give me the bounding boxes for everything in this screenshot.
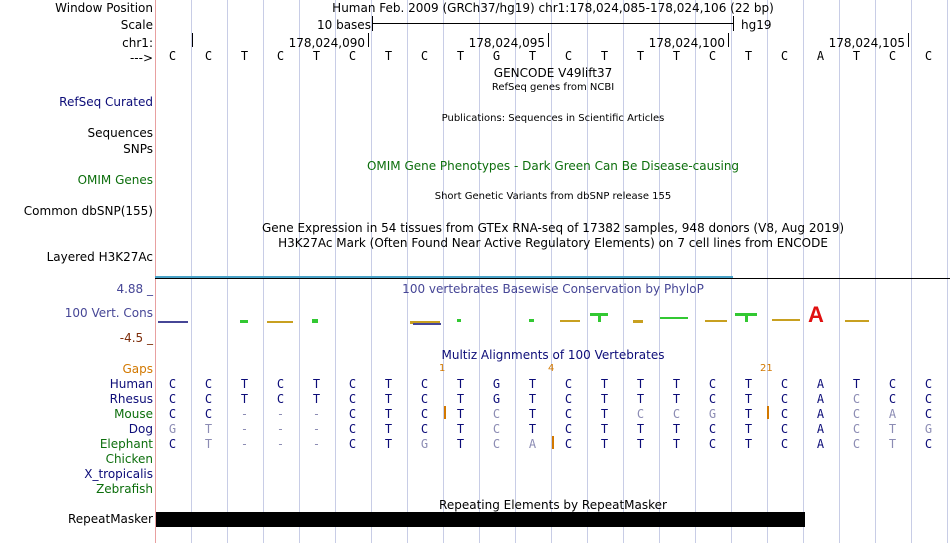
gap-count: 21 — [760, 363, 773, 374]
phylop-bar — [457, 319, 461, 322]
aligned-base: C — [168, 377, 177, 391]
aligned-base: T — [204, 422, 213, 436]
aligned-base: C — [420, 377, 429, 391]
aligned-base: - — [240, 422, 249, 436]
reference-base: T — [852, 49, 861, 63]
reference-base: T — [672, 49, 681, 63]
aligned-base: A — [816, 437, 825, 451]
phylop-bar — [267, 321, 293, 323]
repeatmasker-track-label[interactable]: RepeatMasker — [67, 512, 153, 526]
scale-label: Scale — [120, 18, 153, 32]
reference-base: T — [528, 49, 537, 63]
aligned-base: C — [276, 392, 285, 406]
phylop-track-title: 100 vertebrates Basewise Conservation by PhyloP — [402, 282, 704, 296]
aligned-base: T — [888, 422, 897, 436]
phylop-bar — [745, 313, 748, 322]
reference-base: T — [636, 49, 645, 63]
aligned-base: T — [240, 377, 249, 391]
aligned-base: C — [348, 422, 357, 436]
aligned-base: T — [456, 377, 465, 391]
aligned-base: T — [672, 392, 681, 406]
species-label[interactable]: Human — [109, 377, 153, 391]
aligned-base: T — [672, 377, 681, 391]
aligned-base: T — [600, 377, 609, 391]
ruler-coordinate: 178,024,100 — [648, 36, 725, 50]
phylop-bar — [598, 313, 601, 322]
aligned-base: A — [528, 437, 537, 451]
aligned-base: T — [528, 422, 537, 436]
aligned-base: C — [780, 407, 789, 421]
strand-label: ---> — [129, 51, 153, 65]
aligned-base: A — [816, 392, 825, 406]
insertion-mark — [444, 406, 446, 419]
aligned-base: T — [744, 422, 753, 436]
aligned-base: T — [600, 422, 609, 436]
aligned-base: - — [276, 437, 285, 451]
aligned-base: - — [240, 437, 249, 451]
aligned-base: C — [348, 407, 357, 421]
species-label[interactable]: Mouse — [114, 407, 153, 421]
aligned-base: A — [888, 407, 897, 421]
aligned-base: T — [600, 407, 609, 421]
aligned-base: G — [168, 422, 177, 436]
reference-base: C — [888, 49, 897, 63]
aligned-base: C — [852, 437, 861, 451]
aligned-base: C — [780, 377, 789, 391]
aligned-base: - — [276, 407, 285, 421]
repeatmasker-element[interactable] — [156, 512, 805, 527]
reference-base: T — [384, 49, 393, 63]
aligned-base: T — [528, 407, 537, 421]
aligned-base: G — [492, 392, 501, 406]
phylop-bar — [633, 320, 643, 323]
ruler-coordinate: 178,024,105 — [828, 36, 905, 50]
aligned-base: T — [744, 407, 753, 421]
phylop-max-label: 4.88 _ — [116, 282, 153, 296]
species-label[interactable]: Chicken — [105, 452, 153, 466]
aligned-base: T — [240, 392, 249, 406]
h3k27ac-track-label[interactable]: Layered H3K27Ac — [46, 250, 153, 264]
reference-base: C — [168, 49, 177, 63]
species-label[interactable]: Elephant — [99, 437, 153, 451]
aligned-base: T — [312, 392, 321, 406]
aligned-base: T — [600, 392, 609, 406]
species-label[interactable]: X_tropicalis — [84, 467, 153, 481]
aligned-base: C — [888, 392, 897, 406]
omim-track-title: OMIM Gene Phenotypes - Dark Green Can Be Disease-causing — [366, 159, 740, 173]
aligned-base: T — [852, 377, 861, 391]
aligned-base: T — [528, 392, 537, 406]
aligned-base: C — [924, 407, 933, 421]
aligned-base: C — [168, 407, 177, 421]
aligned-base: T — [636, 392, 645, 406]
aligned-base: T — [744, 377, 753, 391]
aligned-base: - — [312, 437, 321, 451]
aligned-base: T — [384, 437, 393, 451]
aligned-base: T — [456, 392, 465, 406]
gtex-track-title: Gene Expression in 54 tissues from GTEx RNA-seq of 17382 samples, 948 donors (V8, Aug 2019) — [261, 221, 845, 235]
aligned-base: T — [384, 377, 393, 391]
aligned-base: C — [708, 377, 717, 391]
reference-base: T — [600, 49, 609, 63]
species-label[interactable]: Rhesus — [109, 392, 153, 406]
reference-base: C — [348, 49, 357, 63]
aligned-base: C — [924, 392, 933, 406]
aligned-base: C — [420, 392, 429, 406]
window-position-text: Human Feb. 2009 (GRCh37/hg19) chr1:178,024,085-178,024,106 (22 bp) — [332, 1, 774, 15]
multiz-track-title: Multiz Alignments of 100 Vertebrates — [441, 348, 665, 362]
gaps-track-label[interactable]: Gaps — [122, 362, 153, 376]
aligned-base: C — [636, 407, 645, 421]
aligned-base: C — [708, 392, 717, 406]
aligned-base: T — [636, 422, 645, 436]
publications-track-title: Publications: Sequences in Scientific Articles — [441, 113, 665, 124]
species-label[interactable]: Dog — [128, 422, 153, 436]
aligned-base: C — [780, 392, 789, 406]
phylop-min-label: -4.5 _ — [119, 331, 153, 345]
aligned-base: C — [204, 407, 213, 421]
aligned-base: - — [312, 407, 321, 421]
aligned-base: T — [636, 377, 645, 391]
aligned-base: C — [888, 377, 897, 391]
species-label[interactable]: Zebrafish — [96, 482, 153, 496]
aligned-base: G — [924, 422, 933, 436]
reference-base: C — [420, 49, 429, 63]
aligned-base: T — [384, 392, 393, 406]
reference-base: C — [564, 49, 573, 63]
aligned-base: C — [852, 422, 861, 436]
phylop-bar — [158, 321, 188, 323]
aligned-base: C — [492, 437, 501, 451]
aligned-base: C — [492, 407, 501, 421]
aligned-base: C — [780, 437, 789, 451]
aligned-base: C — [780, 422, 789, 436]
aligned-base: C — [564, 437, 573, 451]
reference-base: T — [312, 49, 321, 63]
aligned-base: C — [852, 392, 861, 406]
reference-base: T — [240, 49, 249, 63]
aligned-base: T — [672, 437, 681, 451]
reference-base: A — [816, 49, 825, 63]
reference-base: C — [204, 49, 213, 63]
gap-count: 1 — [439, 363, 446, 374]
reference-base: C — [708, 49, 717, 63]
reference-base: G — [492, 49, 501, 63]
phylop-bar — [660, 317, 688, 319]
aligned-base: T — [312, 377, 321, 391]
phylop-bar — [413, 323, 441, 325]
aligned-base: C — [564, 377, 573, 391]
phylop-bar — [772, 319, 800, 321]
reference-base: T — [456, 49, 465, 63]
ruler-coordinate: 178,024,095 — [468, 36, 545, 50]
ruler-coordinate: 178,024,090 — [288, 36, 365, 50]
sequences-track-label[interactable]: Sequences — [87, 126, 153, 140]
aligned-base: T — [456, 407, 465, 421]
aligned-base: C — [564, 422, 573, 436]
reference-base: C — [276, 49, 285, 63]
aligned-base: C — [672, 407, 681, 421]
aligned-base: C — [924, 377, 933, 391]
aligned-base: A — [816, 377, 825, 391]
aligned-base: G — [708, 407, 717, 421]
aligned-base: C — [564, 392, 573, 406]
snps-track-label[interactable]: SNPs — [123, 142, 153, 156]
reference-base: C — [780, 49, 789, 63]
reference-base: C — [924, 49, 933, 63]
aligned-base: T — [744, 392, 753, 406]
aligned-base: T — [384, 407, 393, 421]
phylop-bar — [705, 320, 727, 322]
aligned-base: - — [240, 407, 249, 421]
aligned-base: C — [348, 392, 357, 406]
aligned-base: T — [384, 422, 393, 436]
aligned-base: C — [564, 407, 573, 421]
aligned-base: - — [312, 422, 321, 436]
aligned-base: C — [708, 422, 717, 436]
aligned-base: C — [276, 377, 285, 391]
omim-track-label[interactable]: OMIM Genes — [77, 173, 153, 187]
gap-count: 4 — [548, 363, 555, 374]
assembly-label: hg19 — [741, 18, 772, 32]
chrom-label: chr1: — [122, 36, 153, 50]
reference-base: T — [744, 49, 753, 63]
aligned-base: C — [492, 422, 501, 436]
refseq-track-subtitle: RefSeq genes from NCBI — [491, 82, 615, 93]
aligned-base: T — [636, 437, 645, 451]
aligned-base: C — [348, 377, 357, 391]
aligned-base: T — [528, 377, 537, 391]
aligned-base: T — [744, 437, 753, 451]
aligned-base: C — [204, 392, 213, 406]
aligned-base: C — [348, 437, 357, 451]
aligned-base: C — [204, 377, 213, 391]
aligned-base: T — [204, 437, 213, 451]
aligned-base: - — [276, 422, 285, 436]
aligned-base: C — [924, 437, 933, 451]
phylop-track-label[interactable]: 100 Vert. Cons — [64, 306, 153, 320]
h3k27ac-track-title: H3K27Ac Mark (Often Found Near Active Regulatory Elements) on 7 cell lines from ENCODE — [278, 236, 828, 250]
aligned-base: C — [168, 437, 177, 451]
phylop-letter-a: A — [808, 302, 824, 327]
aligned-base: T — [456, 422, 465, 436]
gencode-track-title[interactable]: GENCODE V49lift37 — [493, 66, 613, 80]
aligned-base: T — [456, 437, 465, 451]
aligned-base: A — [816, 407, 825, 421]
insertion-mark — [767, 406, 769, 419]
phylop-bar — [312, 319, 318, 323]
refseq-track-label[interactable]: RefSeq Curated — [59, 95, 153, 109]
dbsnp-track-label[interactable]: Common dbSNP(155) — [23, 204, 153, 218]
phylop-bar — [529, 319, 534, 322]
aligned-base: A — [816, 422, 825, 436]
aligned-base: G — [492, 377, 501, 391]
aligned-base: T — [672, 422, 681, 436]
window-position-label: Window Position — [55, 1, 153, 15]
insertion-mark — [552, 436, 554, 449]
phylop-bar — [560, 320, 580, 322]
aligned-base: T — [888, 437, 897, 451]
phylop-bar — [845, 320, 869, 322]
aligned-base: C — [708, 437, 717, 451]
aligned-base: C — [420, 422, 429, 436]
repeatmasker-track-title: Repeating Elements by RepeatMasker — [439, 498, 667, 512]
aligned-base: T — [600, 437, 609, 451]
aligned-base: C — [420, 407, 429, 421]
phylop-bar — [240, 320, 248, 323]
scale-text: 10 bases — [317, 18, 371, 32]
aligned-base: C — [168, 392, 177, 406]
aligned-base: G — [420, 437, 429, 451]
aligned-base: C — [852, 407, 861, 421]
dbsnp-track-title: Short Genetic Variants from dbSNP release 155 — [434, 191, 672, 202]
